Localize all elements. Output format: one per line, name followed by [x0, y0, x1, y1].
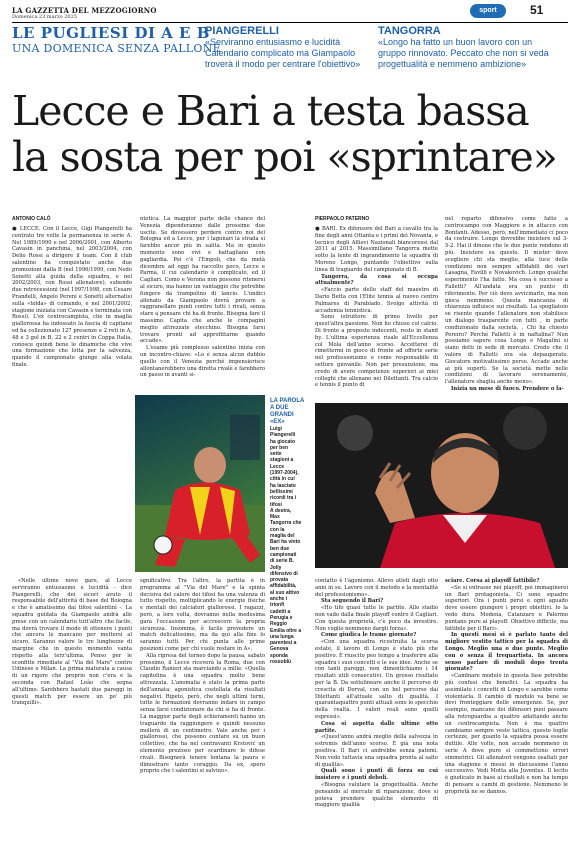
caption-line: A destra, — [270, 507, 292, 514]
caption-line: trionfi — [270, 602, 285, 609]
caption-line: ricordi tra i — [270, 495, 297, 502]
kicker-subtitle: UNA DOMENICA SENZA PALLONE — [12, 42, 221, 55]
caption-line: ha lasciato — [270, 482, 296, 489]
caption-line: (1997-2004), — [270, 470, 299, 477]
caption-line: provata — [270, 577, 289, 584]
caption-line: Piangerelli — [270, 432, 296, 439]
paragraph: nel reparto difensivo come fatto a centrocampo con Maggiore e in attacco con Bonfanti. Adesso, però, nell'immediato ci poco da costruire. Longo dovrebbe insistere sul 3-5-2. Hai il dinone che le due punte rendono di più. Insistere su questo. Il mister deve scegliere chi sta meglio, alla luce delle condizioni non sempre affidabili dei vari Lasagna, Favilli e Novakovich. Longo qualche esperimento l'ha fatto. Ma cosa è successo a Falletti? All'andata era un punto di riferimento. Per ciò devo avvicinarlo, ma non gioca nemmeno. Questa mancanza di chiarezza influisce sui risultati. La spogliatoio se risente quando l'allenatore non stabilisce un dialogo trasparente con tutti , in parte condizionato dalla società. . Chi ha chiesto Pereiro? Perché Falletti è in naftalina? Non possiamo sapere cosa Longo e Magalini si siano detti in sede di mercato. Credo che il valore di Falletti ora sia depauperato. Giocatore motivatissimo perso. Accade anche ai più superti. Se la società mette nelle condizioni di lavorare serenamente, l'allenatore sbaglia anche meno». — [445, 216, 568, 386]
section-label: sport — [479, 7, 497, 14]
photo-tangorra-art — [315, 403, 568, 568]
quote-line: Calendario complicato ma Giampaolo — [205, 48, 356, 58]
byline-article-1: ANTONIO CALÒ — [12, 216, 51, 222]
paragraph: L'esame più complesso salentino inizia con un incontro-chiave: «Lo è senza alcun dubbio quello con il Venezia perché impensierisce allontanerebbero una diretta rivale e farebbero un passo in avanti si- — [140, 345, 265, 379]
caption-line: parentesi a — [270, 640, 297, 647]
caption-line: una lunga — [270, 633, 294, 640]
caption-line: sponda — [270, 652, 288, 659]
caption-label: «EX» — [270, 419, 285, 425]
quote-box-tangorra — [378, 25, 573, 70]
page-number: 51 — [530, 3, 544, 17]
photo-tangorra — [315, 403, 568, 568]
interview-question: sciare. Corsa ai playoff fattibile? — [445, 578, 540, 584]
paragraph: «Ho tifo quasi tutte le partite. Allo stadio non vado dalla finale playoff contro il Cagliari. Con questa proprietà, c'è poco da investire. Non voglio nemmeno dargli forza». — [315, 605, 438, 632]
article2-column-2 — [315, 578, 438, 809]
caption-line: Genova — [270, 646, 289, 653]
article1-column-1-bottom — [12, 578, 132, 803]
caption-line: tifosi — [270, 501, 282, 508]
caption-line: di serie B. — [270, 558, 294, 565]
caption-line: Reggio — [270, 621, 287, 628]
photo-caption — [270, 398, 312, 665]
article2-column-1 — [315, 226, 438, 398]
quote-line: «Serviranno entusiasmo e lucidità — [205, 37, 341, 47]
top-divider — [12, 22, 568, 23]
article2-column-4 — [445, 578, 568, 803]
section-logo — [470, 4, 506, 18]
paragraph: «Cambiare modulo in questa fase potrebbe più confusi che benefici. La squadra ha assimilato i concetti di Longo e sarebbe come violentarla. Il cambio di modulo va bene se devi fronteggiare delle emergenze. Se, per esempio, mancano dei difensori puoi passare alla retroguardia a quattro adattando anche un centrocampista. Non è ma quattro cambiamo sempre veste tattica, questo toglie certezze, per quanto la squadra possa essere duttile. Alle volte, non accade nemmeno in serie A dove pure si commettono errori simmetrici. Gli allenatori vengono osaltati per una stagione e messi in discussione l'anno successivo. Vedi Motta alla Juventus. Il lecito è giudicato in base ai risultati e non ha tempo di pensare a cambi di gestione. Nemmeno le proprietà ne se dannos. — [445, 673, 568, 795]
paragraph: Alla ripresa del torneo dopo la pausa, sabato prossimo, il Lecce riceverà la Roma, due con Claudio Ranieri sta marciando a mille: «Quella capitolina è una squadra molto bene attrezzata. L'anomalia è stato la prima parte dell'annata: agonistica costellata da risultati negativi. Ripeto, però, che negli ultimi turni, tutte le formazioni dovranno indare in campo senza farsi condizionare da chi si ha di fronte. La maggior parte degli schieramenti hanno un traguardo da raggiungere e quindi nessuno mollerà di un centimetro. Vale anche per i giallorossi, che possono contare su un buon collettivo, che ha nel centravanti Krstović un elemento prezioso per scardinare le difese rivali. Bisognerà tenere lontana la paura e dimostrare tanto coraggio. Da ex, spero proprio che i salentini si salvino». — [140, 652, 265, 775]
caption-line: Bari ha vinto — [270, 539, 301, 546]
photo-piangerelli-art — [135, 395, 265, 572]
caption-line: campionati — [270, 551, 297, 558]
interview-question: Inizia un mese di fuoco. Prendere o la- — [451, 385, 564, 392]
caption-label: LA PAROLA — [270, 398, 305, 404]
paragraph: ● LECCE. Con il Lecce, Gigi Piangerelli ha centrato tre volte la permanenza in serie A. Nel 1989/1990 e nel 2006/2001, con Alberto Cavasin in panchina, nel 2003/2004, con Delio Rossi a dirigere il team. Con il club salentino ha conquistato anche due promozioni dalla B (nel 1996/1999, con Nedo Sonetti alla guida della squadra, e nel 2002/2003, con Rossi allenatore), subendo due retrocessioni (nel 1997/1998, con Cesare Prandelli, Angelo Pereni e Sonetti alternatisi sulla «tolda» di comando, e nel 2001/2002, stagione iniziata con Cavasin e terminata con Rossi). L'ex centrocampista, che in maglia giallorossa ha indossato la fascia di capitano ed ha collezionato 127 presenze e 2 reti in A, 48 e 3 gol in B, 22 e 2 centri in Coppa Italia, conosce quindi bene le dinamiche che vive una formazione che lotta per la salvezza, quando il campionato giunge alla volata finale. — [12, 226, 132, 368]
caption-line: città in cui — [270, 476, 295, 483]
paragraph: sgnificativo. Tra l'altro, la partita è in programma al "Via del Mare" e la spinta decisiva del calore dei tifosi ha una valenza di tutto rispetto, moltiplicando le energie fisiche e mentali dei calciatori giallorossi. I ragazzi, però, a loro volta, dovranno nella medesima gara l'occasione per accrescere la propria sicurezza. Insomma, è facile prevedere un match delicatissimo, ma da qui alla fine lo saranno tutti. Per chi punta alle prime posizioni come per chi vuole restare in A». — [140, 578, 265, 652]
article1-column-2 — [140, 578, 265, 803]
masthead-date: Domenica 23 marzo 2025 — [12, 14, 77, 20]
paragraph: contatto è l'agonismo. Allevo atleti dagli otto anni in su. Lavoro con il metodo e la mentalità del professionismo». — [315, 578, 438, 598]
interview-question: Quali sono i punti di forza su cui insistere e i punti deboli. — [315, 768, 438, 782]
paragraph: «Faccio parte dello staff del maestro di Dario Betta con l'Elite tennis al nuovo centro Palmares di Parabiado. Svolgo attività di accademia tennistica. — [315, 287, 438, 314]
caption-line: per ben — [270, 444, 289, 451]
caption-line: anche i — [270, 596, 288, 603]
caption-label: GRANDI — [270, 412, 294, 418]
quote-line: progettualità e nemmeno ambizione» — [378, 59, 527, 69]
article1-column-3 — [140, 216, 265, 388]
caption-line: sette — [270, 451, 282, 458]
article2-column-3 — [445, 216, 568, 398]
caption-line: al suo attivo — [270, 589, 300, 596]
interview-question: Cosa si aspetta dalle ultime otto partite. — [315, 720, 438, 734]
headline-line: la sosta per poi «sprintare» — [12, 133, 557, 181]
caption-line: rossoblù — [270, 658, 292, 665]
quote-box-piangerelli — [205, 25, 375, 70]
caption-line: Emilia oltre a — [270, 627, 302, 634]
paragraph: «Bisogna valutare la progettualità. Anche pensando al mercato di riparazione, dove si poteva prendere qualche elemento di maggiore qualità — [315, 781, 438, 809]
caption-line: cadetti a — [270, 608, 291, 615]
paragraph: «Con una squadra ricostruita la scorsa estate, il lavoro di Longo è stato più che positivo. È riuscito peo tempo a trasferire alla squadra i suoi concetti e le sue idee. Anche se con tanti pareggi, non dimentichiamo i 14 risultati utili consecutivi. Un grosso risultato per la B. Da sottolineare anche il percorso di crescita di Dorval, con un bel percorso dai Dilettanti all'attuale salto di qualità. I quarantaquattro punti attuali sono lo specchio della realtà. I valori reali sono quelli espressi». — [315, 639, 438, 720]
caption-line: bellissimi — [270, 488, 293, 495]
caption-line: Max — [270, 514, 280, 521]
byline-article-2: PIERPAOLO PATERNO — [315, 216, 370, 222]
interview-question: In questi mesi si è parlato tanto del migliore vestito tattico per la squadra di Longo. Meglio una o due punte. Meglio con o senza il trequartista. In ancora senso parlare di moduli dopo trenta giornate? — [445, 632, 568, 673]
caption-line: Perugia e — [270, 614, 293, 621]
quote-line: troverà il modo per centrare l'obiettivo» — [205, 59, 361, 69]
quote-name: PIANGERELLI — [205, 25, 279, 37]
caption-line: maglia del — [270, 533, 295, 540]
paragraph: «Nelle ultime nove gare, al Lecce serviranno entusiasmo e lucidità - dice Piangerelli, che dei sicuri avuto il responsabile dell'attività di base del Bologna e che è amatissimo dai tifosi salentini -. La squadra guidata da Giampaolo andrà alle prese con un calendario tutt'altro che facile, ma dovrà trovare il modo di ottenere i punti che ancora le mancano per mettersi al sicuro. Saranno valore le tre lunghezze di margine che in questo momento vanta rispetto alla terz'ultima. Penso per le sconfitte rimediate al "Via del Mare" contro Udinese e Milan. La prima maturata a causa di un rigore che proprio non c'era e la seconda con Rafael Leão che segna all'ultimo. Sarebbero bastati due pareggi in questi match per essere un po' più tranquilli». — [12, 578, 132, 707]
interview-question: Come giudica le trame giornate? — [321, 632, 417, 639]
paragraph: Sono istruttore di primo livello per quest'altra passione. Non ho chiuso col calcio. Di fronte a proposte indecenti, resto in stand by. L'ultima esperienza risale all'Eccellenza col Mola dell'anno scorso. Accetterei di rimettermi in gioco di fronte ad offerte serie nel professionismo o come responsabile di settore giovanile. Non per presunzione, ma credo di avere competenze superiori ai miei colleghi che allenano nei Dilettanti. Tra calcio e tennis il punto di — [315, 314, 438, 389]
quote-line: «Longo ha fatto un buon lavoro con un — [378, 37, 533, 47]
caption-line: con la — [270, 526, 285, 533]
quote-line: gruppo rinnovato. Peccato che non si veda — [378, 48, 549, 58]
caption-line: Luigi — [270, 426, 282, 432]
caption-line: Jolly — [270, 564, 282, 571]
interview-question: Sta seguendo il Bari? — [321, 598, 384, 605]
caption-line: difensivo di — [270, 570, 298, 577]
caption-line: ben due — [270, 545, 290, 552]
paragraph: ntotica. La maggior parte delle chance del Venezia dipenderanno dalle prossime due uscite. Se dovessero perdere contro noi del Bologna ed a Lecce, per i lagunari la strada si farebbe ancor più in salita. Ma in questo momento sono vivi e battagliano con gagliardia. Poi c'è l'Empoli, che da metà dicembre ad oggi ha raccolto poco, Lecce e Parma, il cui calendario è complicato, ed il Cagliari. Como e Verona non possono ritenersi al sicuro, ma hanno un vantaggio che potrebbe fungere da trampolino di lancio. L'undici allenato da Giampaolo dovrà provare a raggranellare punti contro tutti i rivali, senza stare a pensare chi ha di fronte. Bisogna fare il massimo. Capita che anche le compagini meglio attrezzate stecchino. Bisogna farsi trovare pronti ad approfittarne quando accade». — [140, 216, 265, 345]
paragraph: «Se si entrasse nei playoff, poi immaginerei un Bari protagonista. Ci sono squadre superiori. Ora i punti persi e ogni aguado deve essere giungere i propri obiettivi. Io la vedo dura. Modena, Catanzaro e Palermo puntano pure ai playoff. Obiettivo difficile, ma fattibile per il Bari». — [445, 584, 568, 632]
headline — [12, 88, 568, 180]
caption-line: ha giocato — [270, 438, 296, 445]
paragraph: «Quest'anno andrà meglio della salvezza in estremis dell'anno scorso. È già una nota positiva. Il Bari ci andrebbe senza patemi. Non vedo tuttavia una squadra pronta al salto di qualità». — [315, 734, 438, 768]
masthead-title: LA GAZZETTA DEL MEZZOGIORNO — [12, 6, 157, 15]
photo-piangerelli — [135, 395, 265, 572]
caption-label: A DUE — [270, 405, 289, 411]
caption-line: Lecce — [270, 463, 285, 470]
article1-column-1 — [12, 226, 132, 416]
caption-line: stagioni a — [270, 457, 294, 464]
headline-line: Lecce e Bari a testa bassa — [12, 87, 529, 135]
kicker-title: LE PUGLIESI DI A E B — [12, 24, 210, 42]
caption-line: Tangorra che — [270, 520, 302, 527]
quote-name: TANGORRA — [378, 25, 441, 37]
paragraph: ● BARI. Ex difensore del Bari a cavallo tra la fine degli anni Ottanta e i primi del Novanta, e tecnico degli Allievi Nazionali biancorossi dal 2011 al 2015. Massimiliano Tangorra mette sotto la lente di ingrandimento la squadra di Moreno Longo, puntando l'obiettivo sulla linea di traguardo del campionato di B. — [315, 226, 438, 273]
interview-question: Tangorra, da cosa si occupa attualmente? — [315, 273, 438, 287]
caption-line: affidabilità, — [270, 583, 297, 590]
